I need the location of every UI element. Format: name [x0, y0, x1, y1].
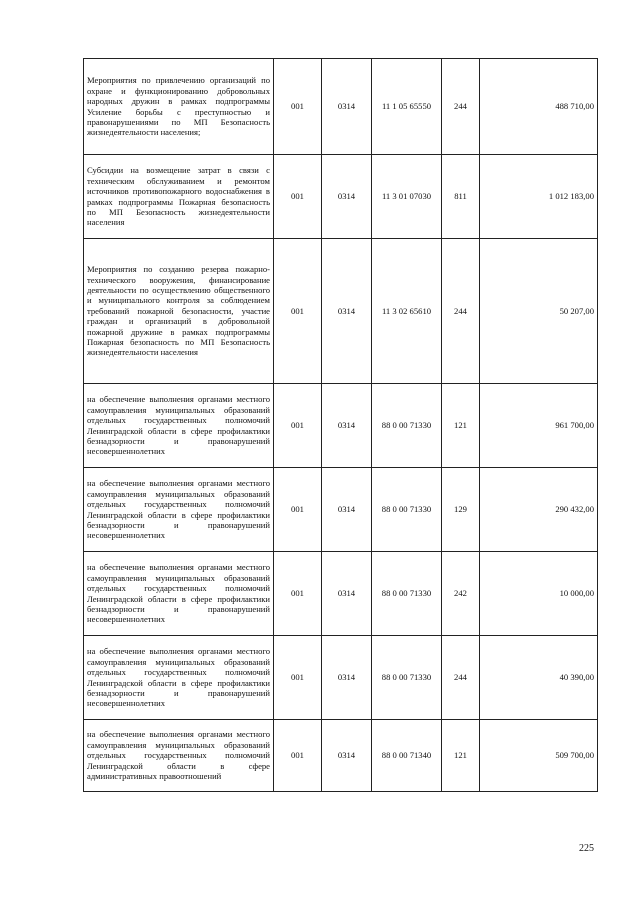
row-amount: 1 012 183,00: [480, 155, 598, 239]
row-description: Мероприятия по созданию резерва пожарно-технического вооружения, финансирование деятельности по осуществлению общественного и муниципального контроля за соблюдением требований пожарной безопасности, участие граждан и организаций в добровольной пожарной дружине в рамках подпрограммы Пожарная безопасность по МП Безопасность жизнедеятельности населения: [84, 239, 274, 384]
row-description: Субсидии на возмещение затрат в связи с техническим обслуживанием и ремонтом источников противопожарного водоснабжения в рамках подпрограммы Пожарная безопасность по МП Безопасность жизнедеятельности населения: [84, 155, 274, 239]
row-ministry-code: 001: [274, 59, 322, 155]
row-section-code: 0314: [322, 239, 372, 384]
row-amount: 290 432,00: [480, 468, 598, 552]
row-expense-type-code: 129: [442, 468, 480, 552]
row-description: на обеспечение выполнения органами местного самоуправления муниципальных образований отдельных государственных полномочий Ленинградской области в сфере профилактики безнадзорности и правонарушений несовершеннолетних: [84, 552, 274, 636]
row-expense-type-code: 244: [442, 59, 480, 155]
row-ministry-code: 001: [274, 720, 322, 792]
row-target-code: 11 3 02 65610: [372, 239, 442, 384]
page-number: 225: [579, 843, 594, 854]
row-amount: 509 700,00: [480, 720, 598, 792]
table-row: [84, 384, 598, 468]
table-row: [84, 155, 598, 239]
row-amount: 961 700,00: [480, 384, 598, 468]
row-ministry-code: 001: [274, 468, 322, 552]
row-ministry-code: 001: [274, 384, 322, 468]
table-row: [84, 239, 598, 384]
row-target-code: 88 0 00 71330: [372, 552, 442, 636]
row-target-code: 88 0 00 71340: [372, 720, 442, 792]
row-ministry-code: 001: [274, 155, 322, 239]
row-description: на обеспечение выполнения органами местного самоуправления муниципальных образований отдельных государственных полномочий Ленинградской области в сфере административных правоотношений: [84, 720, 274, 792]
row-expense-type-code: 121: [442, 384, 480, 468]
row-expense-type-code: 811: [442, 155, 480, 239]
row-expense-type-code: 242: [442, 552, 480, 636]
row-ministry-code: 001: [274, 239, 322, 384]
table-row: [84, 720, 598, 792]
row-description: Мероприятия по привлечению организаций по охране и функционированию добровольных народных дружин в рамках подпрограммы Усиление борьбы с преступностью и правонарушениями по МП Безопасность жизнедеятельности населения;: [84, 59, 274, 155]
row-description: на обеспечение выполнения органами местного самоуправления муниципальных образований отдельных государственных полномочий Ленинградской области в сфере профилактики безнадзорности и правонарушений несовершеннолетних: [84, 636, 274, 720]
row-target-code: 11 3 01 07030: [372, 155, 442, 239]
row-section-code: 0314: [322, 552, 372, 636]
row-amount: 488 710,00: [480, 59, 598, 155]
row-amount: 40 390,00: [480, 636, 598, 720]
row-amount: 50 207,00: [480, 239, 598, 384]
row-section-code: 0314: [322, 468, 372, 552]
row-expense-type-code: 244: [442, 636, 480, 720]
row-target-code: 11 1 05 65550: [372, 59, 442, 155]
row-target-code: 88 0 00 71330: [372, 636, 442, 720]
row-expense-type-code: 244: [442, 239, 480, 384]
row-description: на обеспечение выполнения органами местного самоуправления муниципальных образований отдельных государственных полномочий Ленинградской области в сфере профилактики безнадзорности и правонарушений несовершеннолетних: [84, 384, 274, 468]
row-section-code: 0314: [322, 59, 372, 155]
table-row: [84, 636, 598, 720]
row-section-code: 0314: [322, 155, 372, 239]
row-target-code: 88 0 00 71330: [372, 384, 442, 468]
row-ministry-code: 001: [274, 552, 322, 636]
row-section-code: 0314: [322, 384, 372, 468]
table-row: [84, 468, 598, 552]
row-target-code: 88 0 00 71330: [372, 468, 442, 552]
table-row: [84, 59, 598, 155]
row-section-code: 0314: [322, 636, 372, 720]
row-ministry-code: 001: [274, 636, 322, 720]
table-row: [84, 552, 598, 636]
row-description: на обеспечение выполнения органами местного самоуправления муниципальных образований отдельных государственных полномочий Ленинградской области в сфере профилактики безнадзорности и правонарушений несовершеннолетних: [84, 468, 274, 552]
budget-table: [83, 58, 598, 792]
row-section-code: 0314: [322, 720, 372, 792]
row-amount: 10 000,00: [480, 552, 598, 636]
row-expense-type-code: 121: [442, 720, 480, 792]
